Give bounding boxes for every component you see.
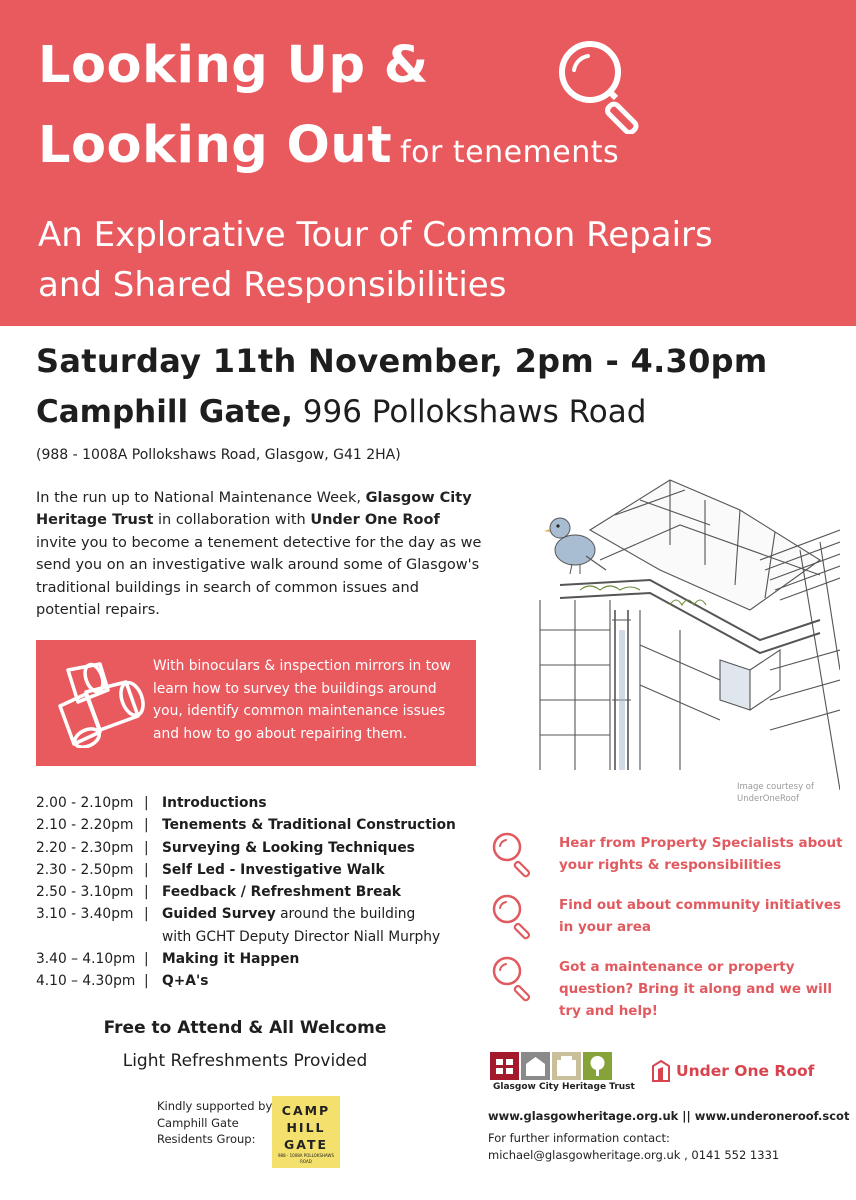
schedule-row bbox=[36, 862, 486, 884]
schedule-activity-rest: with GCHT Deputy Director Niall Murphy bbox=[162, 928, 441, 945]
schedule-time: 4.10 – 4.30pm bbox=[36, 973, 136, 990]
logo-line: HILL bbox=[286, 1120, 326, 1135]
schedule-time: 3.10 - 3.40pm bbox=[36, 906, 134, 923]
benefit-text: Got a maintenance or property question? Bring it along and we will try and help! bbox=[559, 959, 833, 1019]
subtitle-line-2: and Shared Responsibilities bbox=[38, 265, 507, 305]
under-one-roof-logo bbox=[652, 1060, 814, 1082]
tree-icon bbox=[583, 1052, 612, 1080]
building-icon bbox=[552, 1052, 581, 1080]
title-line-2-main: Looking Out bbox=[38, 116, 393, 175]
schedule-activity bbox=[162, 884, 401, 900]
schedule-time: 2.50 - 3.10pm bbox=[36, 884, 134, 901]
schedule-sep: | bbox=[144, 839, 149, 856]
gcht-logo bbox=[490, 1052, 612, 1080]
schedule-row bbox=[36, 817, 486, 839]
schedule-activity bbox=[162, 862, 385, 878]
gcht-logo-text: Glasgow City Heritage Trust bbox=[493, 1082, 635, 1092]
magnifier-icon bbox=[552, 34, 652, 134]
schedule-row bbox=[36, 951, 486, 973]
venue-name: Camphill Gate, bbox=[36, 394, 293, 430]
schedule-activity bbox=[162, 840, 415, 856]
schedule-sep: | bbox=[144, 973, 149, 990]
intro-paragraph bbox=[36, 487, 484, 621]
magnifier-icon bbox=[488, 828, 538, 878]
schedule-activity bbox=[162, 906, 415, 922]
image-credit: Image courtesy of UnderOneRoof bbox=[737, 782, 814, 804]
schedule-time: 2.00 - 2.10pm bbox=[36, 795, 134, 811]
tenement-icon bbox=[490, 1052, 519, 1080]
schedule-activity-bold: Introductions bbox=[162, 795, 267, 811]
schedule-activity bbox=[162, 795, 267, 811]
schedule-row bbox=[36, 906, 486, 928]
title-line-2 bbox=[38, 116, 619, 175]
refreshments-note: Light Refreshments Provided bbox=[122, 1051, 368, 1071]
schedule-activity bbox=[162, 951, 299, 967]
uor-logo-text: Under One Roof bbox=[676, 1062, 815, 1080]
schedule-sep: | bbox=[144, 817, 149, 834]
contact-email-phone[interactable]: michael@glasgowheritage.org.uk , 0141 552 1331 bbox=[488, 1148, 780, 1162]
schedule-sep: | bbox=[144, 795, 149, 811]
intro-org-gcht: Glasgow City Heritage Trust bbox=[36, 490, 472, 529]
schedule-time: 2.30 - 2.50pm bbox=[36, 861, 134, 878]
benefit-text: Hear from Property Specialists about your rights & responsibilities bbox=[559, 835, 843, 873]
schedule-row bbox=[36, 884, 486, 906]
schedule-activity-bold: Q+A's bbox=[162, 973, 209, 990]
contact-info bbox=[488, 1130, 779, 1164]
schedule-row-continuation bbox=[36, 929, 486, 951]
websites[interactable]: www.glasgowheritage.org.uk || www.underoneroof.scot bbox=[488, 1109, 850, 1123]
schedule-activity-bold: Feedback / Refreshment Break bbox=[162, 884, 401, 901]
schedule-sep: | bbox=[144, 884, 149, 901]
support-text: Kindly supported by Camphill Gate Residents Group: bbox=[157, 1099, 273, 1146]
benefit-text: Find out about community initiatives in your area bbox=[559, 897, 842, 935]
schedule-activity-bold: Tenements & Traditional Construction bbox=[162, 817, 456, 834]
schedule-sep: | bbox=[144, 906, 149, 923]
subtitle bbox=[38, 210, 838, 310]
highlight-text: With binoculars & inspection mirrors in tow learn how to survey the buildings around you, identify common maintenance issues and how to go about repairing them. bbox=[153, 658, 451, 742]
schedule-activity bbox=[162, 973, 208, 989]
schedule-activity-bold: Guided Survey bbox=[162, 906, 276, 923]
binoculars-icon bbox=[56, 662, 146, 748]
schedule-time: 2.10 - 2.20pm bbox=[36, 817, 134, 834]
contact-line: For further information contact: bbox=[488, 1131, 670, 1145]
full-address: (988 - 1008A Pollokshaws Road, Glasgow, G41 2HA) bbox=[36, 447, 401, 463]
schedule-row bbox=[36, 973, 486, 995]
schedule-time: 2.20 - 2.30pm bbox=[36, 839, 134, 856]
event-venue bbox=[36, 394, 646, 430]
schedule-activity-bold: Making it Happen bbox=[162, 951, 300, 968]
schedule-row bbox=[36, 795, 486, 817]
magnifier-icon bbox=[488, 890, 538, 940]
header-banner bbox=[0, 0, 856, 326]
event-date: Saturday 11th November, 2pm - 4.30pm bbox=[36, 342, 768, 380]
free-to-attend: Free to Attend & All Welcome bbox=[103, 1018, 387, 1038]
schedule-activity-bold: Self Led - Investigative Walk bbox=[162, 861, 385, 878]
schedule-activity-rest: around the building bbox=[275, 906, 416, 923]
logo-line: GATE bbox=[283, 1137, 329, 1152]
schedule-sep: | bbox=[144, 951, 149, 968]
magnifier-icon bbox=[488, 952, 538, 1002]
schedule-activity-bold: Surveying & Looking Techniques bbox=[162, 839, 415, 856]
roof-shield-icon bbox=[652, 1060, 670, 1082]
schedule-activity bbox=[162, 817, 456, 833]
schedule-time: 3.40 – 4.10pm bbox=[36, 951, 136, 968]
tenement-roof-illustration bbox=[520, 470, 840, 790]
logo-tiny-text: 988 - 1008A POLLOKSHAWS ROAD bbox=[277, 1153, 334, 1164]
logo-line: CAMP bbox=[281, 1103, 331, 1118]
schedule-row bbox=[36, 840, 486, 862]
venue-address: 996 Pollokshaws Road bbox=[302, 394, 647, 430]
schedule bbox=[36, 795, 486, 996]
schedule-activity bbox=[162, 929, 440, 945]
title-suffix: for tenements bbox=[400, 135, 620, 170]
partner-logos bbox=[490, 1052, 850, 1102]
highlight-box bbox=[36, 640, 476, 766]
intro-text-3: invite you to become a tenement detective for the day as we send you on an investigative walk around some of Glasgow's traditional buildings in search of common issues and potential repairs. bbox=[36, 534, 482, 619]
house-icon bbox=[521, 1052, 550, 1080]
subtitle-line-1: An Explorative Tour of Common Repairs bbox=[38, 215, 713, 255]
title-line-1: Looking Up & bbox=[38, 36, 429, 95]
camphill-gate-logo bbox=[272, 1096, 340, 1168]
intro-text-2: in collaboration with bbox=[153, 512, 311, 529]
intro-text-1: In the run up to National Maintenance Week, bbox=[36, 490, 366, 506]
schedule-sep: | bbox=[144, 861, 149, 878]
intro-org-uor: Under One Roof bbox=[310, 512, 440, 529]
